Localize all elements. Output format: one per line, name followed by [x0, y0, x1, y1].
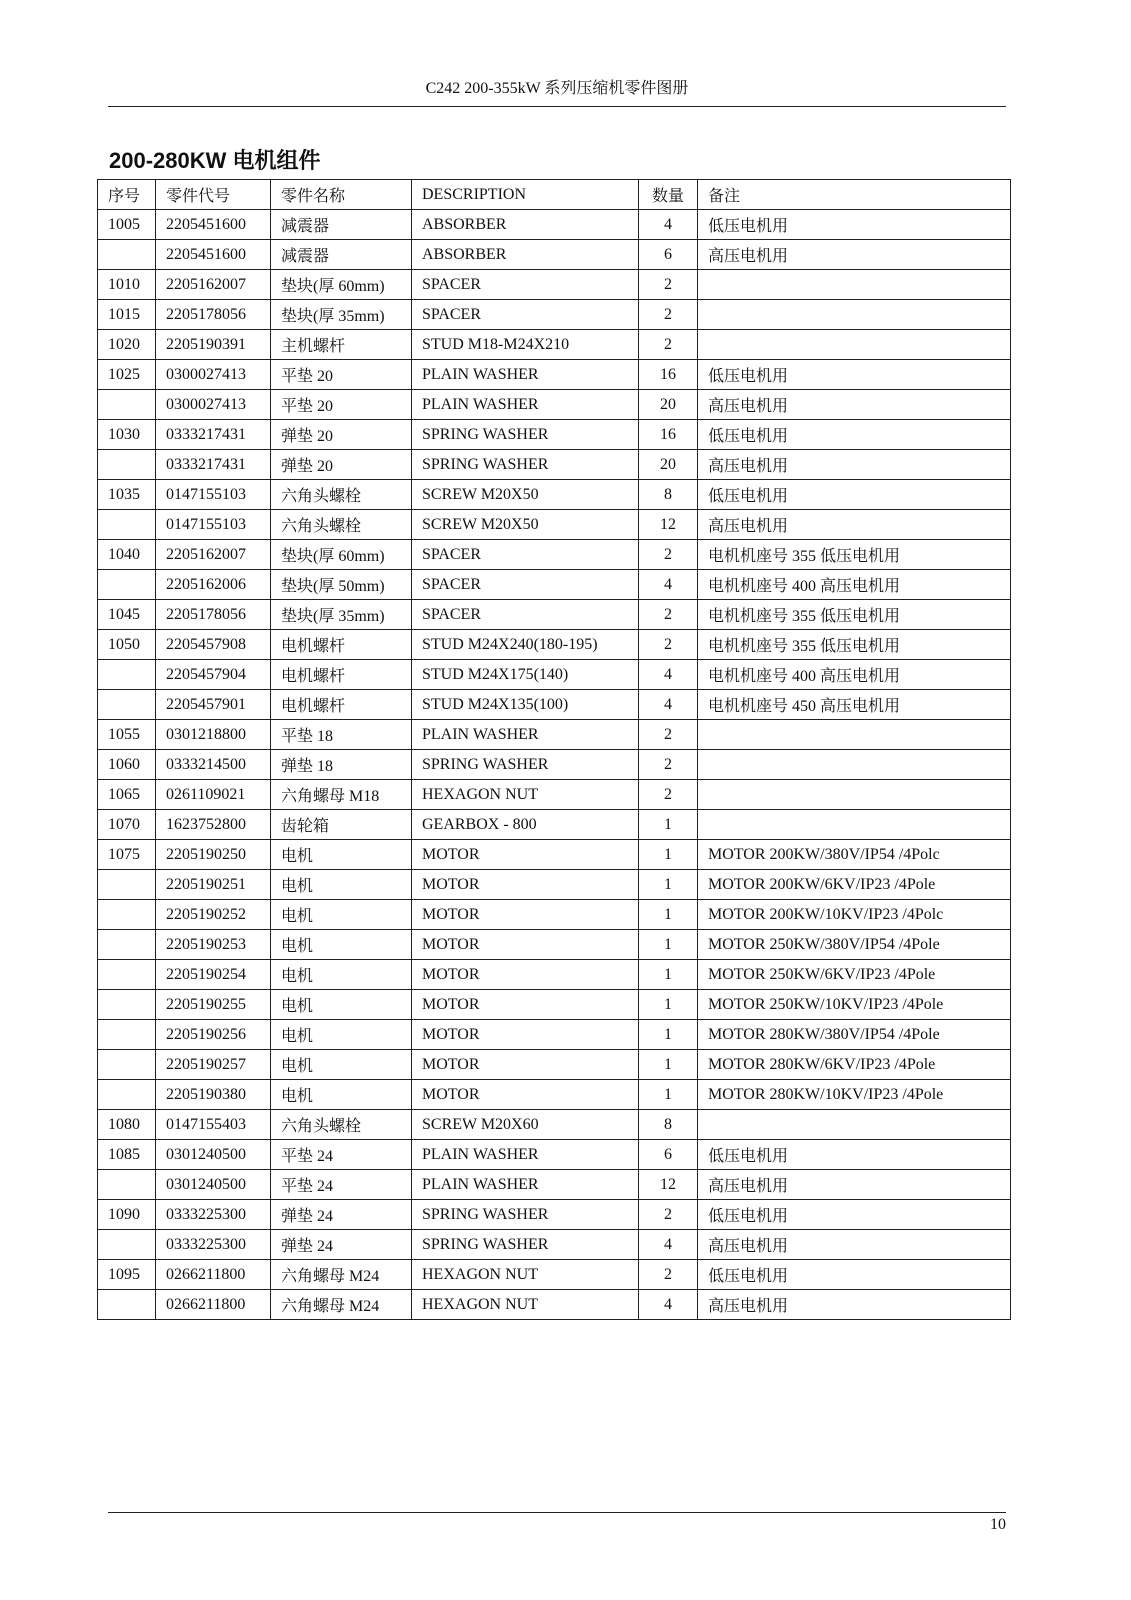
- table-row: [98, 1290, 1011, 1320]
- cell-part-code: 2205162006: [156, 570, 271, 600]
- cell-part-name: 垫块(厚 60mm): [271, 540, 412, 570]
- cell-part-code: 2205178056: [156, 300, 271, 330]
- cell-quantity: 1: [639, 1080, 698, 1110]
- cell-part-code: 2205162007: [156, 540, 271, 570]
- cell-part-code: 0300027413: [156, 390, 271, 420]
- cell-index: [98, 1170, 156, 1200]
- cell-index: [98, 930, 156, 960]
- cell-description: MOTOR: [412, 1080, 639, 1110]
- cell-quantity: 8: [639, 480, 698, 510]
- cell-description: STUD M24X135(100): [412, 690, 639, 720]
- cell-part-code: 2205190252: [156, 900, 271, 930]
- cell-description: SPRING WASHER: [412, 750, 639, 780]
- section-title: 200-280KW 电机组件: [109, 148, 321, 173]
- cell-index: 1030: [98, 420, 156, 450]
- cell-part-name: 电机螺杆: [271, 660, 412, 690]
- cell-part-name: 电机: [271, 870, 412, 900]
- cell-part-name: 弹垫 20: [271, 420, 412, 450]
- cell-remarks: [698, 300, 1011, 330]
- cell-remarks: MOTOR 200KW/6KV/IP23 /4Pole: [698, 870, 1011, 900]
- cell-description: SPACER: [412, 600, 639, 630]
- cell-index: [98, 990, 156, 1020]
- table-row: [98, 210, 1011, 240]
- table-row: [98, 270, 1011, 300]
- cell-quantity: 4: [639, 690, 698, 720]
- cell-index: [98, 1290, 156, 1320]
- cell-remarks: [698, 1110, 1011, 1140]
- cell-part-name: 齿轮箱: [271, 810, 412, 840]
- cell-part-name: 电机: [271, 840, 412, 870]
- cell-description: MOTOR: [412, 990, 639, 1020]
- cell-part-code: 0147155103: [156, 510, 271, 540]
- page-header: [108, 78, 1006, 107]
- cell-remarks: 电机机座号 355 低压电机用: [698, 600, 1011, 630]
- cell-index: 1020: [98, 330, 156, 360]
- cell-part-name: 六角头螺栓: [271, 510, 412, 540]
- cell-quantity: 12: [639, 1170, 698, 1200]
- cell-part-code: 2205457904: [156, 660, 271, 690]
- cell-quantity: 1: [639, 960, 698, 990]
- page-number: 10: [990, 1516, 1006, 1533]
- cell-part-code: 0266211800: [156, 1290, 271, 1320]
- cell-remarks: MOTOR 200KW/380V/IP54 /4Polc: [698, 840, 1011, 870]
- cell-part-name: 平垫 24: [271, 1140, 412, 1170]
- cell-part-code: 0333214500: [156, 750, 271, 780]
- cell-remarks: 电机机座号 355 低压电机用: [698, 630, 1011, 660]
- cell-remarks: [698, 270, 1011, 300]
- cell-quantity: 1: [639, 930, 698, 960]
- cell-description: SPACER: [412, 570, 639, 600]
- cell-quantity: 20: [639, 450, 698, 480]
- cell-description: MOTOR: [412, 1050, 639, 1080]
- cell-part-name: 弹垫 24: [271, 1200, 412, 1230]
- cell-part-code: 2205190254: [156, 960, 271, 990]
- cell-part-code: 2205162007: [156, 270, 271, 300]
- cell-description: SPACER: [412, 540, 639, 570]
- table-row: [98, 1020, 1011, 1050]
- cell-part-code: 0301240500: [156, 1170, 271, 1200]
- parts-table-body: [98, 210, 1011, 1320]
- cell-index: 1070: [98, 810, 156, 840]
- cell-remarks: [698, 750, 1011, 780]
- cell-part-code: 2205190257: [156, 1050, 271, 1080]
- table-row: [98, 720, 1011, 750]
- cell-quantity: 20: [639, 390, 698, 420]
- cell-index: 1060: [98, 750, 156, 780]
- cell-description: SPRING WASHER: [412, 420, 639, 450]
- table-row: [98, 510, 1011, 540]
- cell-index: 1005: [98, 210, 156, 240]
- cell-part-name: 电机: [271, 990, 412, 1020]
- cell-quantity: 2: [639, 750, 698, 780]
- cell-part-code: 2205451600: [156, 240, 271, 270]
- column-header-description: DESCRIPTION: [412, 180, 639, 210]
- cell-part-name: 电机: [271, 1020, 412, 1050]
- cell-part-code: 2205451600: [156, 210, 271, 240]
- table-row: [98, 750, 1011, 780]
- cell-description: SPACER: [412, 300, 639, 330]
- cell-description: STUD M24X240(180-195): [412, 630, 639, 660]
- parts-table: [97, 179, 1011, 1320]
- cell-part-name: 电机螺杆: [271, 690, 412, 720]
- cell-part-name: 垫块(厚 60mm): [271, 270, 412, 300]
- cell-quantity: 1: [639, 900, 698, 930]
- cell-part-code: 0147155403: [156, 1110, 271, 1140]
- cell-quantity: 2: [639, 540, 698, 570]
- cell-part-code: 2205178056: [156, 600, 271, 630]
- cell-quantity: 2: [639, 600, 698, 630]
- table-row: [98, 990, 1011, 1020]
- cell-description: MOTOR: [412, 960, 639, 990]
- cell-quantity: 1: [639, 1020, 698, 1050]
- cell-part-name: 垫块(厚 35mm): [271, 300, 412, 330]
- cell-part-name: 电机螺杆: [271, 630, 412, 660]
- table-row: [98, 840, 1011, 870]
- cell-remarks: 高压电机用: [698, 390, 1011, 420]
- cell-part-name: 电机: [271, 1050, 412, 1080]
- cell-description: MOTOR: [412, 1020, 639, 1050]
- cell-part-code: 2205457908: [156, 630, 271, 660]
- cell-remarks: MOTOR 200KW/10KV/IP23 /4Polc: [698, 900, 1011, 930]
- table-row: [98, 1170, 1011, 1200]
- cell-part-code: 2205190255: [156, 990, 271, 1020]
- cell-part-code: 2205190380: [156, 1080, 271, 1110]
- cell-index: [98, 660, 156, 690]
- footer-divider: [108, 1512, 1006, 1513]
- cell-part-code: 2205190256: [156, 1020, 271, 1050]
- cell-remarks: 电机机座号 355 低压电机用: [698, 540, 1011, 570]
- cell-quantity: 16: [639, 420, 698, 450]
- cell-description: HEXAGON NUT: [412, 780, 639, 810]
- table-row: [98, 1050, 1011, 1080]
- cell-quantity: 6: [639, 240, 698, 270]
- cell-description: ABSORBER: [412, 210, 639, 240]
- cell-part-code: 0333225300: [156, 1230, 271, 1260]
- cell-remarks: 低压电机用: [698, 360, 1011, 390]
- cell-quantity: 16: [639, 360, 698, 390]
- cell-index: 1055: [98, 720, 156, 750]
- cell-description: SPRING WASHER: [412, 450, 639, 480]
- cell-index: 1090: [98, 1200, 156, 1230]
- cell-part-code: 0301218800: [156, 720, 271, 750]
- cell-description: SPRING WASHER: [412, 1230, 639, 1260]
- cell-description: PLAIN WASHER: [412, 1170, 639, 1200]
- cell-description: PLAIN WASHER: [412, 720, 639, 750]
- cell-index: [98, 1230, 156, 1260]
- cell-quantity: 2: [639, 1260, 698, 1290]
- table-row: [98, 330, 1011, 360]
- document-title: C242 200-355kW 系列压缩机零件图册: [425, 80, 689, 97]
- cell-quantity: 4: [639, 1230, 698, 1260]
- table-row: [98, 300, 1011, 330]
- table-row: [98, 420, 1011, 450]
- cell-index: 1035: [98, 480, 156, 510]
- cell-remarks: 电机机座号 400 高压电机用: [698, 660, 1011, 690]
- cell-quantity: 2: [639, 1200, 698, 1230]
- cell-part-code: 2205190391: [156, 330, 271, 360]
- cell-remarks: 高压电机用: [698, 1170, 1011, 1200]
- cell-quantity: 12: [639, 510, 698, 540]
- cell-quantity: 4: [639, 660, 698, 690]
- cell-part-code: 0266211800: [156, 1260, 271, 1290]
- table-row: [98, 240, 1011, 270]
- cell-index: 1025: [98, 360, 156, 390]
- cell-part-code: 2205190250: [156, 840, 271, 870]
- cell-part-name: 主机螺杆: [271, 330, 412, 360]
- cell-index: 1045: [98, 600, 156, 630]
- cell-remarks: 低压电机用: [698, 210, 1011, 240]
- cell-remarks: MOTOR 280KW/380V/IP54 /4Pole: [698, 1020, 1011, 1050]
- cell-index: [98, 390, 156, 420]
- cell-part-name: 弹垫 20: [271, 450, 412, 480]
- cell-remarks: 高压电机用: [698, 1230, 1011, 1260]
- cell-part-name: 六角头螺栓: [271, 1110, 412, 1140]
- cell-quantity: 1: [639, 870, 698, 900]
- cell-index: [98, 1020, 156, 1050]
- cell-index: 1010: [98, 270, 156, 300]
- cell-remarks: 低压电机用: [698, 420, 1011, 450]
- cell-remarks: [698, 330, 1011, 360]
- table-row: [98, 660, 1011, 690]
- table-row: [98, 900, 1011, 930]
- cell-part-code: 0333225300: [156, 1200, 271, 1230]
- cell-part-code: 0333217431: [156, 420, 271, 450]
- cell-description: STUD M24X175(140): [412, 660, 639, 690]
- cell-remarks: 低压电机用: [698, 480, 1011, 510]
- cell-quantity: 4: [639, 210, 698, 240]
- cell-quantity: 2: [639, 720, 698, 750]
- column-header-part-code: 零件代号: [156, 180, 271, 210]
- table-row: [98, 690, 1011, 720]
- cell-part-name: 弹垫 24: [271, 1230, 412, 1260]
- cell-part-name: 六角螺母 M24: [271, 1290, 412, 1320]
- cell-part-name: 减震器: [271, 210, 412, 240]
- table-row: [98, 1080, 1011, 1110]
- cell-part-code: 0147155103: [156, 480, 271, 510]
- cell-part-code: 2205190251: [156, 870, 271, 900]
- cell-index: [98, 870, 156, 900]
- cell-remarks: 低压电机用: [698, 1140, 1011, 1170]
- cell-description: HEXAGON NUT: [412, 1290, 639, 1320]
- cell-remarks: MOTOR 280KW/10KV/IP23 /4Pole: [698, 1080, 1011, 1110]
- cell-index: 1095: [98, 1260, 156, 1290]
- cell-remarks: 低压电机用: [698, 1260, 1011, 1290]
- cell-index: 1040: [98, 540, 156, 570]
- cell-remarks: MOTOR 250KW/6KV/IP23 /4Pole: [698, 960, 1011, 990]
- cell-quantity: 2: [639, 780, 698, 810]
- cell-quantity: 2: [639, 630, 698, 660]
- cell-part-name: 平垫 18: [271, 720, 412, 750]
- cell-description: SPACER: [412, 270, 639, 300]
- cell-part-code: 0333217431: [156, 450, 271, 480]
- cell-part-name: 六角螺母 M24: [271, 1260, 412, 1290]
- cell-part-code: 0301240500: [156, 1140, 271, 1170]
- cell-quantity: 1: [639, 990, 698, 1020]
- cell-quantity: 8: [639, 1110, 698, 1140]
- table-row: [98, 780, 1011, 810]
- cell-part-name: 平垫 24: [271, 1170, 412, 1200]
- cell-part-code: 1623752800: [156, 810, 271, 840]
- cell-quantity: 2: [639, 300, 698, 330]
- cell-part-name: 电机: [271, 1080, 412, 1110]
- cell-remarks: [698, 780, 1011, 810]
- table-row: [98, 360, 1011, 390]
- cell-part-name: 减震器: [271, 240, 412, 270]
- table-row: [98, 1110, 1011, 1140]
- cell-part-code: 2205457901: [156, 690, 271, 720]
- cell-index: [98, 960, 156, 990]
- cell-index: 1015: [98, 300, 156, 330]
- table-row: [98, 600, 1011, 630]
- column-header-index: 序号: [98, 180, 156, 210]
- cell-part-name: 弹垫 18: [271, 750, 412, 780]
- cell-index: 1085: [98, 1140, 156, 1170]
- cell-part-name: 电机: [271, 960, 412, 990]
- cell-part-name: 垫块(厚 35mm): [271, 600, 412, 630]
- cell-index: 1050: [98, 630, 156, 660]
- cell-remarks: 电机机座号 450 高压电机用: [698, 690, 1011, 720]
- table-row: [98, 930, 1011, 960]
- table-row: [98, 1260, 1011, 1290]
- table-row: [98, 570, 1011, 600]
- table-row: [98, 450, 1011, 480]
- cell-part-code: 2205190253: [156, 930, 271, 960]
- cell-remarks: 低压电机用: [698, 1200, 1011, 1230]
- cell-remarks: 高压电机用: [698, 240, 1011, 270]
- cell-index: 1075: [98, 840, 156, 870]
- cell-description: SCREW M20X50: [412, 510, 639, 540]
- cell-description: PLAIN WASHER: [412, 1140, 639, 1170]
- cell-description: HEXAGON NUT: [412, 1260, 639, 1290]
- cell-index: [98, 570, 156, 600]
- cell-remarks: [698, 810, 1011, 840]
- cell-remarks: [698, 720, 1011, 750]
- cell-remarks: 高压电机用: [698, 1290, 1011, 1320]
- cell-index: [98, 240, 156, 270]
- table-row: [98, 630, 1011, 660]
- cell-index: 1080: [98, 1110, 156, 1140]
- cell-index: [98, 1050, 156, 1080]
- table-row: [98, 480, 1011, 510]
- cell-remarks: MOTOR 250KW/10KV/IP23 /4Pole: [698, 990, 1011, 1020]
- cell-part-name: 平垫 20: [271, 390, 412, 420]
- cell-index: [98, 900, 156, 930]
- cell-part-name: 垫块(厚 50mm): [271, 570, 412, 600]
- table-row: [98, 540, 1011, 570]
- cell-description: SPRING WASHER: [412, 1200, 639, 1230]
- cell-quantity: 4: [639, 1290, 698, 1320]
- table-row: [98, 1200, 1011, 1230]
- cell-description: MOTOR: [412, 870, 639, 900]
- cell-index: [98, 450, 156, 480]
- cell-description: SCREW M20X50: [412, 480, 639, 510]
- cell-index: [98, 690, 156, 720]
- table-row: [98, 1140, 1011, 1170]
- table-row: [98, 390, 1011, 420]
- cell-description: STUD M18-M24X210: [412, 330, 639, 360]
- table-row: [98, 960, 1011, 990]
- cell-description: PLAIN WASHER: [412, 360, 639, 390]
- cell-part-name: 电机: [271, 900, 412, 930]
- cell-description: ABSORBER: [412, 240, 639, 270]
- cell-remarks: 高压电机用: [698, 510, 1011, 540]
- column-header-part-name: 零件名称: [271, 180, 412, 210]
- cell-part-code: 0300027413: [156, 360, 271, 390]
- cell-description: MOTOR: [412, 900, 639, 930]
- table-header-row: [98, 180, 1011, 210]
- cell-index: 1065: [98, 780, 156, 810]
- table-row: [98, 1230, 1011, 1260]
- cell-index: [98, 1080, 156, 1110]
- column-header-quantity: 数量: [639, 180, 698, 210]
- cell-part-code: 0261109021: [156, 780, 271, 810]
- cell-remarks: 电机机座号 400 高压电机用: [698, 570, 1011, 600]
- cell-part-name: 六角螺母 M18: [271, 780, 412, 810]
- cell-remarks: MOTOR 280KW/6KV/IP23 /4Pole: [698, 1050, 1011, 1080]
- cell-part-name: 平垫 20: [271, 360, 412, 390]
- cell-description: MOTOR: [412, 840, 639, 870]
- cell-quantity: 1: [639, 840, 698, 870]
- column-header-remarks: 备注: [698, 180, 1011, 210]
- cell-description: PLAIN WASHER: [412, 390, 639, 420]
- cell-quantity: 1: [639, 810, 698, 840]
- cell-quantity: 4: [639, 570, 698, 600]
- cell-quantity: 1: [639, 1050, 698, 1080]
- cell-index: [98, 510, 156, 540]
- cell-description: SCREW M20X60: [412, 1110, 639, 1140]
- cell-quantity: 6: [639, 1140, 698, 1170]
- cell-description: MOTOR: [412, 930, 639, 960]
- table-row: [98, 810, 1011, 840]
- cell-part-name: 六角头螺栓: [271, 480, 412, 510]
- cell-quantity: 2: [639, 330, 698, 360]
- cell-remarks: MOTOR 250KW/380V/IP54 /4Pole: [698, 930, 1011, 960]
- cell-remarks: 高压电机用: [698, 450, 1011, 480]
- cell-quantity: 2: [639, 270, 698, 300]
- table-row: [98, 870, 1011, 900]
- cell-part-name: 电机: [271, 930, 412, 960]
- cell-description: GEARBOX - 800: [412, 810, 639, 840]
